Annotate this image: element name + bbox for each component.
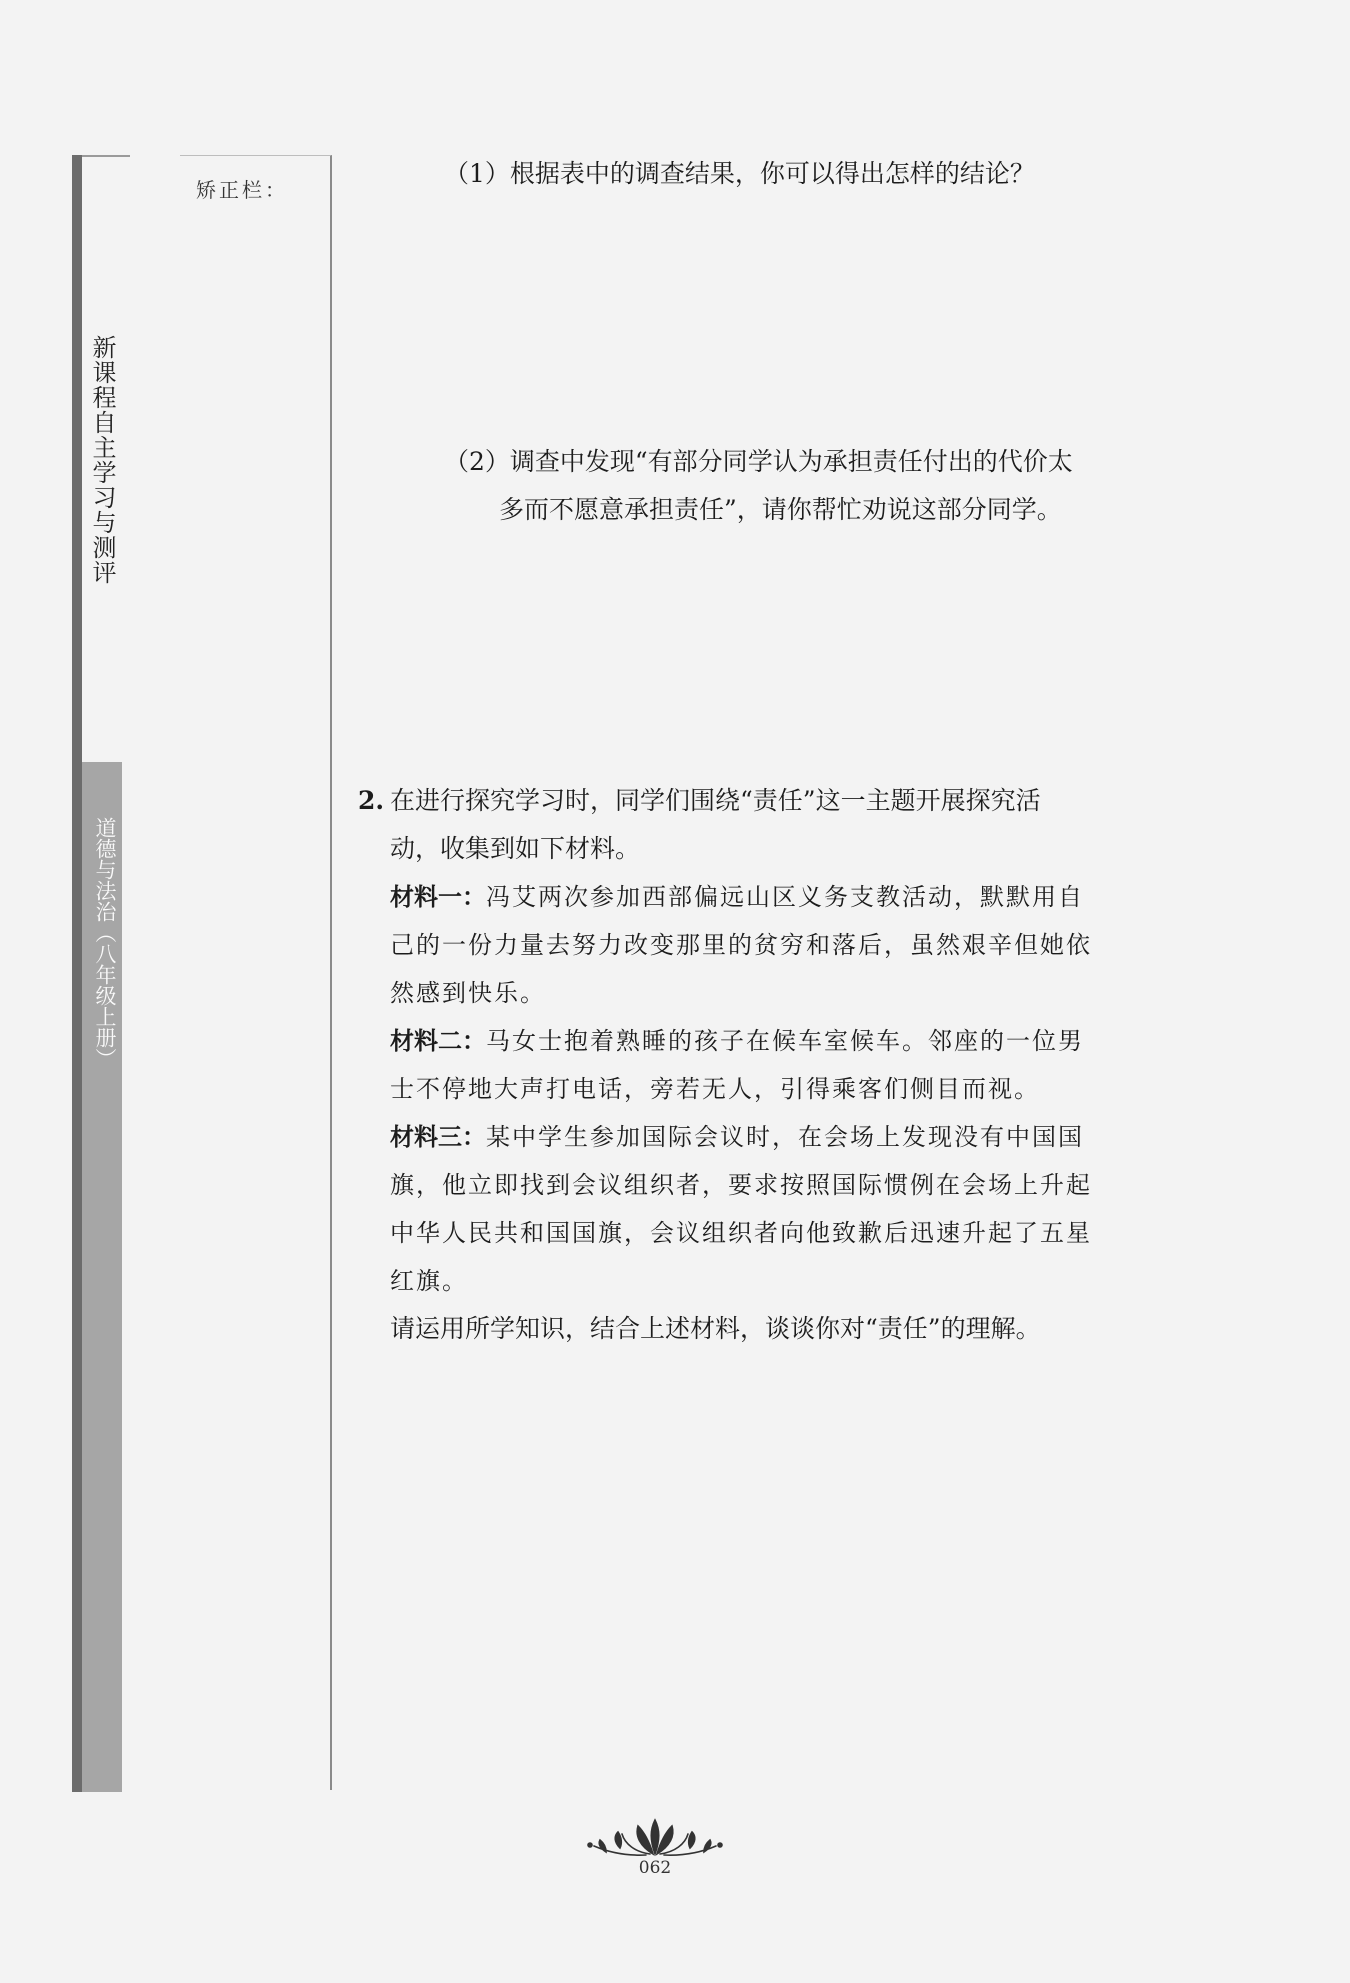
question-2-intro-line1: 2. 在进行探究学习时，同学们围绕“责任”这一主题开展探究活 bbox=[358, 777, 1148, 825]
question-2 bbox=[358, 777, 1148, 1353]
material-1-line3: 然感到快乐。 bbox=[390, 979, 546, 1007]
material-1-label: 材料一： bbox=[390, 883, 486, 911]
subject-tab bbox=[72, 762, 122, 1792]
question-1-sub2 bbox=[444, 438, 1144, 534]
series-title: 新课程自主学习与测评 bbox=[88, 335, 116, 585]
material-2-label: 材料二： bbox=[390, 1027, 486, 1055]
question-2-number: 2. bbox=[358, 786, 385, 815]
material-3-label: 材料三： bbox=[390, 1123, 486, 1151]
material-3-line3: 中华人民共和国国旗，会议组织者向他致歉后迅速升起了五星 bbox=[390, 1219, 1092, 1247]
question-1-sub2-line2: 多而不愿意承担责任”，请你帮忙劝说这部分同学。 bbox=[499, 495, 1062, 524]
question-1-sub1: （1）根据表中的调查结果，你可以得出怎样的结论？ bbox=[444, 159, 1035, 188]
material-3-line1: 材料三：某中学生参加国际会议时，在会场上发现没有中国国 bbox=[390, 1123, 1084, 1151]
page-number: 062 bbox=[638, 1858, 672, 1878]
material-2-line1: 材料二：马女士抱着熟睡的孩子在候车室候车。邻座的一位男 bbox=[390, 1027, 1084, 1055]
question-2-prompt: 请运用所学知识，结合上述材料，谈谈你对“责任”的理解。 bbox=[390, 1314, 1041, 1343]
material-2-line2: 士不停地大声打电话，旁若无人，引得乘客们侧目而视。 bbox=[390, 1075, 1040, 1103]
question-2-intro-line2: 动，收集到如下材料。 bbox=[390, 834, 641, 863]
material-3-line2: 旗，他立即找到会议组织者，要求按照国际惯例在会场上升起 bbox=[390, 1171, 1092, 1199]
question-1-sub2-line1: （2）调查中发现“有部分同学认为承担责任付出的代价太 bbox=[444, 447, 1073, 476]
material-1-line2: 己的一份力量去努力改变那里的贫穷和落后，虽然艰辛但她依 bbox=[390, 931, 1092, 959]
series-tab bbox=[72, 155, 122, 762]
material-1-line1: 材料一：冯艾两次参加西部偏远山区义务支教活动，默默用自 bbox=[390, 883, 1084, 911]
correction-label: 矫正栏： bbox=[196, 178, 288, 202]
floral-ornament-icon bbox=[580, 1818, 730, 1858]
subject-title: 道德与法治︵八年级上册︶ bbox=[93, 817, 117, 1069]
correction-column bbox=[180, 155, 332, 1790]
material-3-line4: 红旗。 bbox=[390, 1267, 468, 1295]
